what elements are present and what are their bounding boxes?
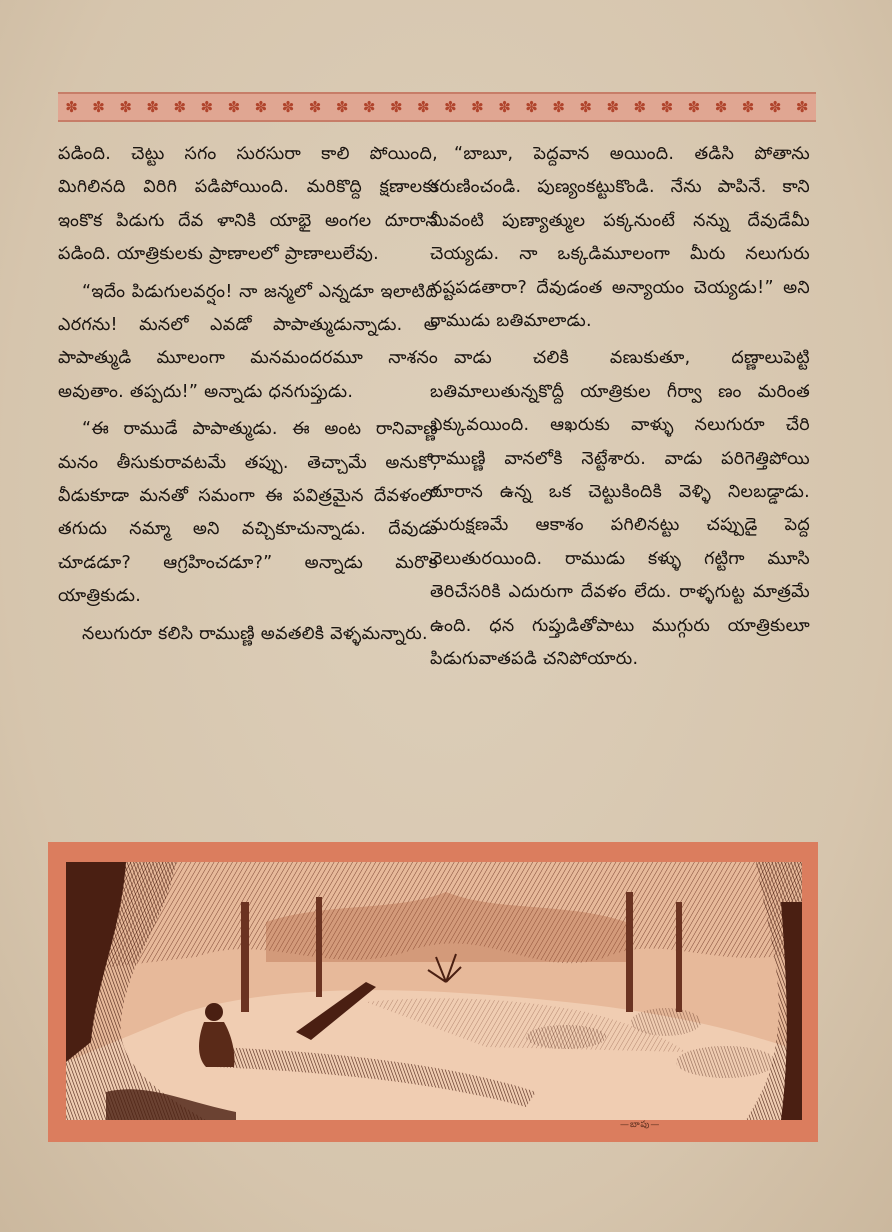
flower-ornament-icon: ✽ xyxy=(227,97,241,116)
flower-ornament-icon: ✽ xyxy=(92,97,105,116)
flower-ornament-icon: ✽ xyxy=(362,97,376,116)
flower-ornament-icon: ✽ xyxy=(173,97,187,116)
flower-ornament-icon: ✽ xyxy=(471,97,484,116)
flower-ornament-icon: ✽ xyxy=(795,97,809,116)
flower-ornament-icon: ✽ xyxy=(579,97,592,116)
flower-ornament-icon: ✽ xyxy=(389,97,403,116)
paragraph: “ఈ రాముడే పాపాత్ముడు. ఈ అంట రానివాణ్ణి మనం తీసుకురావటమే తప్పు. తెచ్చామే అనుకో, వీడుకూడా మనతో సమంగా ఈ పవిత్రమైన దేవళంలో తగుదు నమ్మా అని వచ్చికూచున్నాడు. దేవుడు చూడడూ? ఆగ్రహించడూ?” అన్నాడు మరొక యాత్రికుడు. xyxy=(58,419,438,607)
flower-ornament-icon: ✽ xyxy=(200,97,214,116)
flower-ornament-icon: ✽ xyxy=(254,97,268,116)
flower-ornament-icon: ✽ xyxy=(498,97,511,116)
flower-ornament-icon: ✽ xyxy=(146,97,159,116)
forest-scene-image xyxy=(66,862,802,1120)
paragraph: వాడు చలికి వణుకుతూ, దణ్ణాలుపెట్టి బతిమాలుతున్నకొద్దీ యాత్రికుల గీర్వా ణం మరింత ఎక్కువయింది. ఆఖరుకు వాళ్ళు నలుగురూ చేరి రాముణ్ణి వానలోకి నెట్టేశారు. వాడు పరిగెత్తిపోయి దూరాన ఉన్న ఒక చెట్టుకిందికి వెళ్ళి నిలబడ్డాడు. మరుక్షణమే ఆకాశం పగిలినట్టు చప్పుడై పెద్ద వెలుతురయింది. రాముడు కళ్ళు గట్టిగా మూసి తెరిచేసరికి ఎదురుగా దేవళం లేదు. రాళ్ళగుట్ట మాత్రమే ఉంది. ధన గుప్తుడితోపాటు ముగ్గురు యాత్రికులూ పిడుగువాతపడి చనిపోయారు. xyxy=(430,348,810,670)
flower-ornament-icon: ✽ xyxy=(417,97,430,116)
paragraph: “బాబూ, పెద్దవాన అయింది. తడిసి పోతాను కరుణించండి. పుణ్యంకట్టుకొండి. నేను పాపినే. కాని మీవంటి పుణ్యాత్ముల పక్కనుంటే నన్ను దేవుడేమీ చెయ్యడు. నా ఒక్కడిమూలంగా మీరు నలుగురు నష్టపడతారా? దేవుడంత అన్యాయం చెయ్యడు!” అని రాముడు బతిమాలాడు. xyxy=(430,144,810,332)
flower-ornament-icon: ✽ xyxy=(660,97,674,116)
flower-ornament-icon: ✽ xyxy=(714,97,728,116)
right-text-column xyxy=(430,138,810,681)
flower-ornament-icon: ✽ xyxy=(65,97,78,116)
flower-ornament-icon: ✽ xyxy=(606,97,620,116)
paragraph: పడింది. చెట్టు సగం సురసురా కాలి పోయింది, మిగిలినది విరిగి పడిపోయింది. మరికొద్ది క్షణాలకు ఇంకొక పిడుగు దేవ ళానికి యాభై అంగల దూరాన పడింది. యాత్రికులకు ప్రాణాలలో ప్రాణాలులేవు. xyxy=(58,144,438,265)
flower-ornament-icon: ✽ xyxy=(308,97,322,116)
flower-ornament-icon: ✽ xyxy=(552,97,565,116)
flower-ornament-icon: ✽ xyxy=(525,97,538,116)
flower-ornament-icon: ✽ xyxy=(633,97,647,116)
flower-ornament-icon: ✽ xyxy=(741,97,755,116)
flower-ornament-icon: ✽ xyxy=(281,97,295,116)
paragraph: నలుగురూ కలిసి రాముణ్ణి అవతలికి వెళ్ళమన్నారు. xyxy=(82,623,428,644)
illustration-frame xyxy=(48,842,818,1142)
flower-ornament-icon: ✽ xyxy=(768,97,782,116)
flower-ornament-icon: ✽ xyxy=(335,97,349,116)
flower-ornament-icon: ✽ xyxy=(687,97,701,116)
artist-signature: —బాపు— xyxy=(620,1120,661,1130)
paragraph: “ఇదేం పిడుగులవర్షం! నా జన్మలో ఎన్నడూ ఇలాటిది ఎరగను! మనలో ఎవడో పాపాత్ముడున్నాడు. ఆ పాపాత్ముడి మూలంగా మనమందరమూ నాశనం అవుతాం. తప్పదు!” అన్నాడు ధనగుప్తుడు. xyxy=(58,281,438,402)
left-text-column xyxy=(58,138,438,655)
decorative-border xyxy=(58,92,816,122)
flower-ornament-icon: ✽ xyxy=(444,97,457,116)
forest-illustration xyxy=(66,862,802,1120)
flower-ornament-icon: ✽ xyxy=(119,97,132,116)
